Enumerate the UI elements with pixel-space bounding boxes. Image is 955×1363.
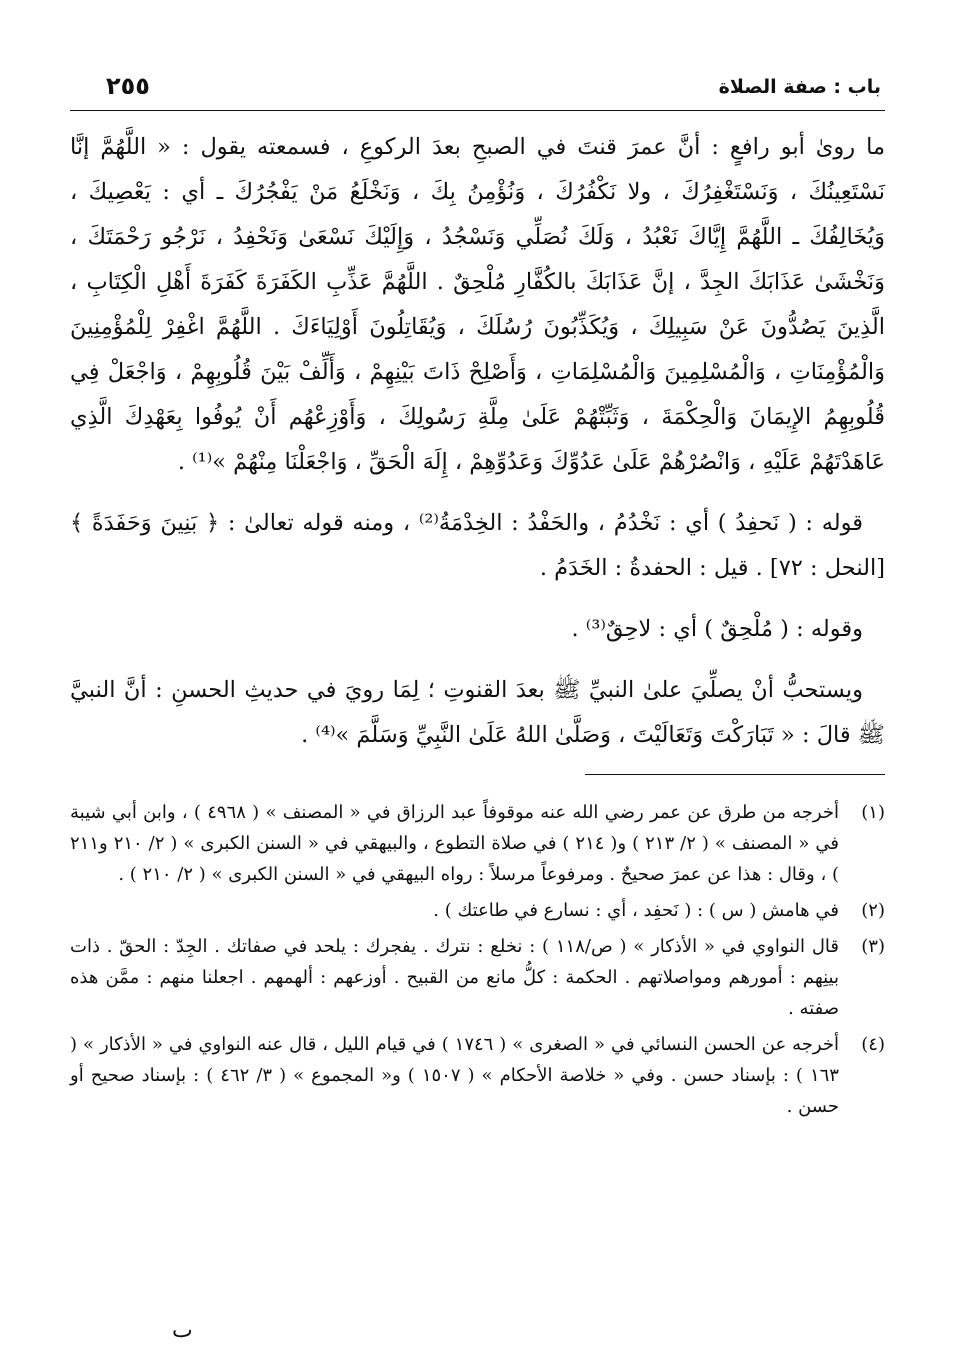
footnote-text: في هامش ( س ) : ( نَحفِد ، أي : نسارع في طاعتك ) .	[433, 900, 839, 921]
footnote-number: (٤)	[861, 1034, 885, 1055]
chapter-title: باب : صفة الصلاة	[718, 76, 881, 98]
main-text	[70, 125, 885, 758]
footnote	[70, 1029, 885, 1122]
commentary-paragraph-hafd: قوله : ( نَحفِدُ ) أي : نَخْدُمُ ، والحَفْدُ : الخِدْمَةُ⁽²⁾ ، ومنه قوله تعالىٰ : ﴿ بَنِينَ وَحَفَدَةً ﴾ [النحل : ٧٢] . قيل : الحفدةُ : الخَدَمُ .	[70, 510, 885, 581]
footnote-text: أخرجه عن الحسن النسائي في « الصغرى » ( ١٧٤٦ ) في قيام الليل ، قال عنه النواوي في « الأذكار » ( ١٦٣ ) : بإسناد حسن . وفي « خلاصة الأحكام » ( ١٥٠٧ ) و« المجموع » ( ٣/ ٤٦٢ ) : بإسناد صحيح أو حسن .	[70, 1034, 839, 1117]
footnote	[70, 797, 885, 890]
footnote-number: (١)	[861, 802, 885, 823]
footnote-separator	[585, 774, 885, 775]
page-number: ٢٥٥	[106, 72, 150, 100]
running-header	[70, 70, 885, 111]
hadith-paragraph: ما رویٰ أبو رافعٍ : أنَّ عمرَ قنتَ في الصبحِ بعدَ الركوعِ ، فسمعته يقول : « اللَّهُمَّ إنَّا نَسْتَعِينُكَ ، وَنَسْتَغْفِرُكَ ، ولا نَكْفُرُكَ ، وَنُؤْمِنُ بِكَ ، وَنَخْلَعُ مَنْ يَفْجُرُكَ ـ أي : يَعْصِيكَ ، وَيُخَالِفُكَ ـ اللَّهُمَّ إِيَّاكَ نَعْبُدُ ، وَلَكَ نُصَلِّي وَنَسْجُدُ ، وَإِلَيْكَ نَسْعَىٰ وَنَحْفِدُ ، نَرْجُو رَحْمَتَكَ ، وَنَخْشَىٰ عَذَابَكَ الجِدَّ ، إنَّ عَذَابَكَ بالكُفَّارِ مُلْحِقٌ . اللَّهُمَّ عَذِّبِ الكَفَرَةَ كَفَرَةَ أَهْلِ الْكِتَابِ ، الَّذِينَ يَصُدُّونَ عَنْ سَبِيلِكَ ، وَيُكَذِّبُونَ رُسُلَكَ ، وَيُقَاتِلُونَ أَوْلِيَاءَكَ . اللَّهُمَّ اغْفِرْ لِلْمُؤْمِنِينَ وَالْمُؤْمِنَاتِ ، وَالْمُسْلِمِينَ وَالْمُسْلِمَاتِ ، وَأَصْلِحْ ذَاتَ بَيْنِهِمْ ، وَأَلِّفْ بَيْنَ قُلُوبِهِمْ ، وَاجْعَلْ فِي قُلُوبِهِمُ الإِيمَانَ وَالْحِكْمَةَ ، وَثَبِّتْهُمْ عَلَىٰ مِلَّةِ رَسُولِكَ ، وَأَوْزِعْهُم أَنْ يُوفُوا بِعَهْدِكَ الَّذِي عَاهَدْتَهُمْ عَلَيْهِ ، وَانْصُرْهُمْ عَلَىٰ عَدُوِّكَ وَعَدُوِّهِمْ ، إِلَهَ الْحَقِّ ، وَاجْعَلْنَا مِنْهُمْ »⁽¹⁾ .	[70, 134, 885, 475]
page-mark: ٮ	[172, 1318, 193, 1343]
footnote-number: (٣)	[861, 936, 885, 957]
footnote	[70, 931, 885, 1024]
footnote-text: أخرجه من طرق عن عمر رضي الله عنه موقوفاً عبد الرزاق في « المصنف » ( ٤٩٦٨ ) ، وابن أبي شيبة في « المصنف » ( ٢/ ٢١٣ ) و( ٢١٤ ) في صلاة التطوع ، والبيهقي في « السنن الكبرى » ( ٢/ ٢١٠ و٢١١ ) ، وقال : هذا عن عمرَ صحيحٌ . ومرفوعاً مرسلاً : رواه البيهقي في « السنن الكبرى » ( ٢/ ٢١٠ ) .	[70, 802, 839, 885]
footnote	[70, 895, 885, 926]
book-page	[70, 70, 885, 1127]
footnote-number: (٢)	[861, 900, 885, 921]
commentary-paragraph-salat: ويستحبُّ أنْ يصلِّيَ علىٰ النبيِّ ﷺ بعدَ القنوتِ ؛ لِمَا رويَ في حديثِ الحسنِ : أنَّ النبيَّ ﷺ قالَ : « تَبَارَكْتَ وَتَعَالَيْتَ ، وَصَلَّىٰ اللهُ عَلَىٰ النَّبِيِّ وَسَلَّمَ »⁽⁴⁾ .	[70, 677, 885, 748]
footnote-text: قال النواوي في « الأذكار » ( ص/١١٨ ) : نخلع : نترك . يفجرك : يلحد في صفاتك . الجِدّ : الحقّ . ذات بينِهم : أمورهم ومواصلاتهم . الحكمة : كلُّ مانع من القبيح . أوزعهم : ألهمهم . اجعلنا منهم : ممَّن هذه صفته .	[70, 936, 840, 1019]
footnotes	[70, 797, 885, 1122]
commentary-paragraph-mulhiq: وقوله : ( مُلْحِقٌ ) أي : لاحِقٌ⁽³⁾ .	[571, 616, 863, 642]
